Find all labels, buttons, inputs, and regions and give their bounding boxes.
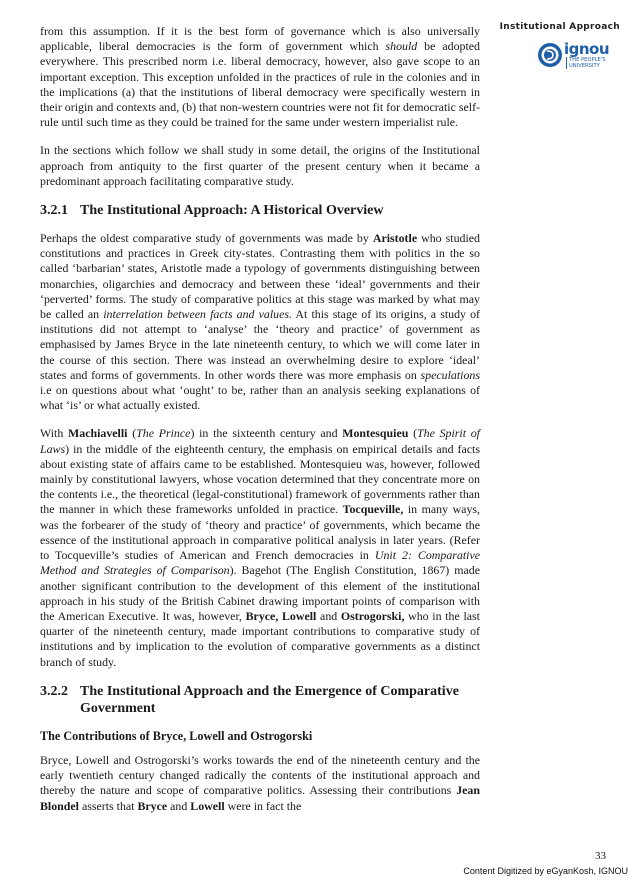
text-run: ). Bagehot (The English Constitution, 1867) made another significant contribution to the development of this element of the institutional approach in his study of the British Cabinet drawing important points of comparison with the American Executive. It was, however, xyxy=(40,563,480,623)
bold-name: Aristotle xyxy=(372,231,418,246)
logo-tagline-line-1: THE PEOPLE'S xyxy=(569,57,606,63)
text-run: who studied constitutions and practices in Greek city-states. Contrasting them with politics in the so called ‘barbarian’ states, Aristotle made a typology of governments distinguishing between monarchies, oligarchies and democracy and between these ‘ideal’ governments and their ‘perverted’ forms. The study of comparative politics at this stage was marked by what may be called an xyxy=(40,231,480,322)
bold-name: Montesquieu xyxy=(342,426,409,441)
section-title: The Institutional Approach: A Historical Overview xyxy=(80,203,384,219)
running-header: Institutional Approach xyxy=(499,22,620,32)
text-run: were in fact the xyxy=(224,798,302,813)
digitized-credit: Content Digitized by eGyanKosh, IGNOU xyxy=(463,866,628,876)
emphasis: The Prince xyxy=(136,426,191,441)
paragraph-machiavelli xyxy=(40,426,480,669)
section-heading-3-2-2 xyxy=(40,683,480,717)
text-run: ) in the middle of the eighteenth century, the emphasis on empirical details and facts about existing state of affairs came to be established. Montesquieu was, however, followed mainly by constitutional lawyers, whose vocation determined that they concentrate more on the contents i.e., the theoretical (legal-constitutional) framework of governments rather than the manner in which these frameworks unfolded in practice. xyxy=(40,441,480,517)
text-run: Bryce, Lowell and Ostrogorski’s works towards the end of the nineteenth century and the early twentieth century changed radically the contents of the institutional approach and thereby the nature and scope of comparative politics. Assessing their contributions xyxy=(40,752,480,798)
paragraph-aristotle xyxy=(40,231,480,413)
bold-name: Lowell xyxy=(190,798,225,813)
text-run: and xyxy=(316,608,341,623)
text-run: be adopted everywhere. This prescribed norm i.e. liberal democracy, however, also gave scope to an important exception. This exception unfolded in the practices of rule in the colonies and in the implications (a) that the institutions of liberal democracy were specifically western in their origin and contexts and, (b) that non-western countries were not fit for democratic self-rule until such time as they could be trained for the same under western imperialist rule. xyxy=(40,39,481,130)
main-text xyxy=(40,24,480,827)
paragraph-intro-continuation xyxy=(40,24,480,130)
ignou-logo xyxy=(537,40,610,78)
text-run: who in the last quarter of the nineteenth century, made important contributions to comparative study of institutions and by implication to the evolution of comparative governments as a distinct branch of study. xyxy=(40,608,480,669)
section-heading-3-2-1 xyxy=(40,202,480,219)
paragraph-sections-intro: In the sections which follow we shall study in some detail, the origins of the Institutional approach from antiquity to the first quarter of the present century when it became a predominant approach facilitating comparative study. xyxy=(40,143,480,188)
text-run: Perhaps the oldest comparative study of governments was made by xyxy=(40,231,373,246)
text-run: At this stage of its origins, a study of institutions did not attempt to ‘analyse’ the ‘theory and practice’ of government as emphasised by James Bryce in the late nineteenth century, to which we will come later in the course of this section. There was instead an overwhelming desire to explore ‘ideal’ states and forms of governments. In other words there was more emphasis on xyxy=(40,307,480,382)
bold-name: Bryce xyxy=(137,798,168,813)
ignou-emblem-icon xyxy=(537,42,563,68)
emphasis: speculations xyxy=(420,367,480,382)
emphasis: interrelation between facts and values. xyxy=(103,307,292,322)
logo-tagline-line-2: UNIVERSITY xyxy=(569,63,600,69)
section-title: The Institutional Approach and the Emergence of Comparative xyxy=(80,683,459,699)
bold-name: Ostrogorski, xyxy=(340,608,405,623)
text-run: ) in the sixteenth century and xyxy=(190,426,343,441)
text-run: ( xyxy=(127,426,137,441)
text-run: ( xyxy=(408,426,418,441)
logo-wordmark: ignou xyxy=(564,40,610,58)
bold-name: Bryce, Lowell xyxy=(245,608,317,623)
text-run: With xyxy=(40,426,69,441)
logo-tagline xyxy=(566,57,606,69)
text-run: i.e on questions about what ‘ought’ to be, rather than an analysis seeking explanations of what ‘is’ or what actually existed. xyxy=(40,383,480,413)
bold-name: Tocqueville, xyxy=(342,502,404,517)
section-number: 3.2.1 xyxy=(40,203,68,219)
text-run: from this assumption. If it is the best form of governance which is also universally applicable, liberal democracies is the form of government which xyxy=(40,24,480,54)
bold-name: Machiavelli xyxy=(68,426,128,441)
emphasis: The Spirit of Laws xyxy=(40,426,480,456)
subheading-contributions: The Contributions of Bryce, Lowell and Ostrogorski xyxy=(40,728,313,743)
section-number: 3.2.2 xyxy=(40,683,68,699)
emphasis: should xyxy=(385,39,418,54)
section-title-continued: Government xyxy=(80,700,156,716)
bold-name: Jean Blondel xyxy=(40,783,480,813)
text-run: and xyxy=(167,798,191,813)
text-run: in many ways, was the forbearer of the study of ‘theory and practice’ of governments, which became the essence of the institutional approach in comparative political analysis in later years. (Refer to Tocqueville’s studies of American and French democracies in xyxy=(40,502,480,563)
emphasis: Unit 2: Comparative Method and Strategies of Comparison xyxy=(40,548,480,578)
text-run: asserts that xyxy=(79,798,138,813)
page-number: 33 xyxy=(595,850,606,862)
paragraph-bryce-lowell xyxy=(40,753,480,814)
